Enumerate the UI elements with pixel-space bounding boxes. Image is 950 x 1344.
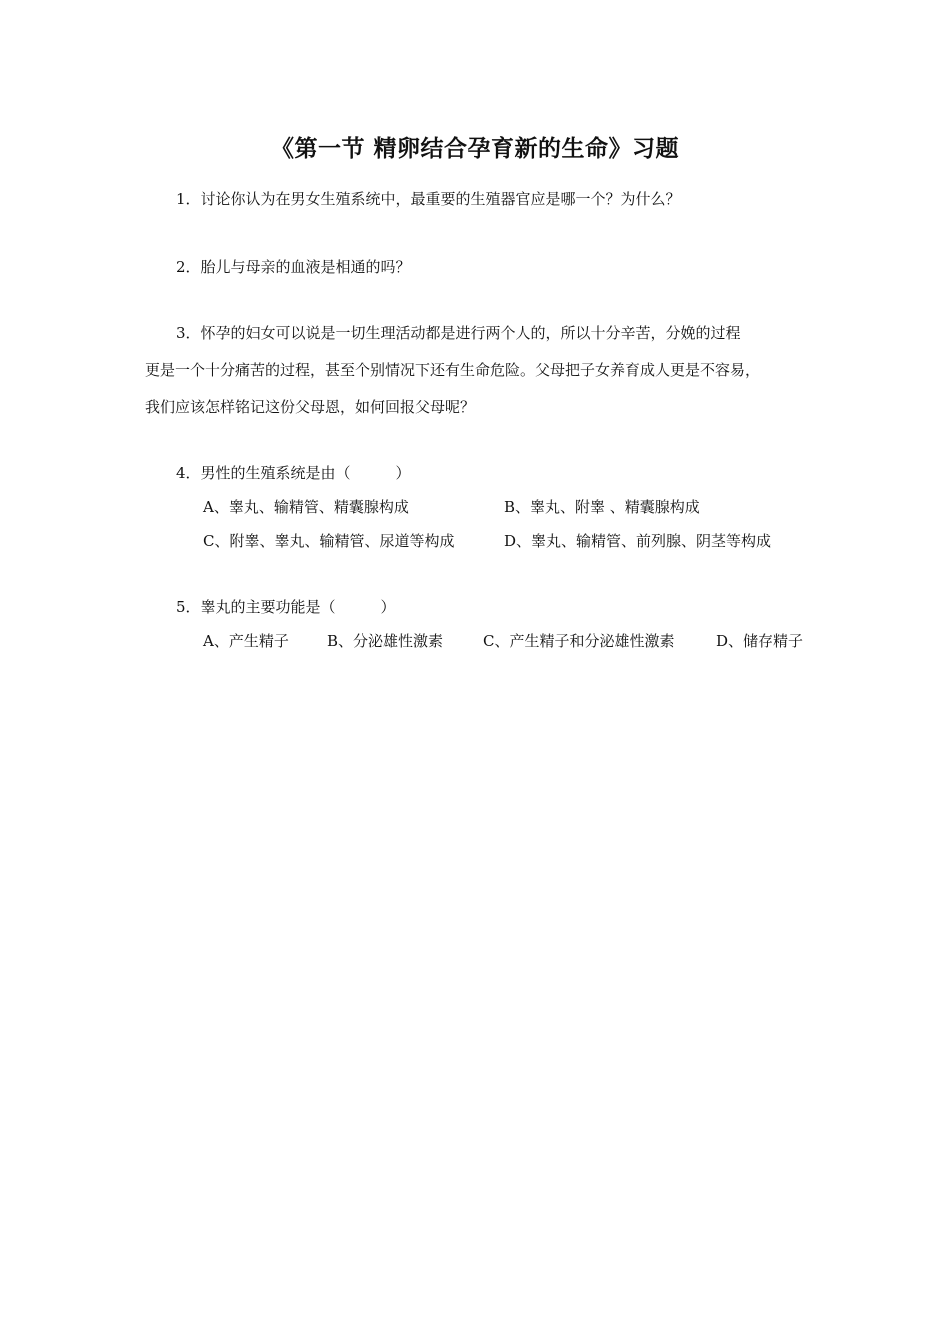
- question-5-option-b: B、分泌雄性激素: [327, 632, 444, 650]
- question-4-option-b: B、睾丸、附睾 、精囊腺构成: [504, 498, 700, 516]
- question-1: 1．讨论你认为在男女生殖系统中，最重要的生殖器官应是哪一个？为什么？: [176, 190, 681, 208]
- question-4-option-d: D、睾丸、输精管、前列腺、阴茎等构成: [504, 532, 772, 550]
- question-5-stem: 5．睾丸的主要功能是（ ）: [176, 598, 396, 616]
- page-title: 《第一节 精卵结合孕育新的生命》习题: [270, 136, 679, 162]
- question-2: 2．胎儿与母亲的血液是相通的吗？: [176, 258, 411, 276]
- question-5-option-c: C、产生精子和分泌雄性激素: [483, 632, 675, 650]
- question-3-line-1: 3．怀孕的妇女可以说是一切生理活动都是进行两个人的，所以十分辛苦，分娩的过程: [176, 324, 741, 342]
- question-5-option-d: D、储存精子: [716, 632, 804, 650]
- question-4-option-a: A、睾丸、输精管、精囊腺构成: [203, 498, 409, 516]
- question-3-line-3: 我们应该怎样铭记这份父母恩，如何回报父母呢？: [145, 398, 476, 416]
- question-4-option-c: C、附睾、睾丸、输精管、尿道等构成: [203, 532, 455, 550]
- question-3-line-2: 更是一个十分痛苦的过程，甚至个别情况下还有生命危险。父母把子女养育成人更是不容易，: [145, 361, 761, 379]
- question-4-stem: 4．男性的生殖系统是由（ ）: [176, 464, 411, 482]
- question-5-option-a: A、产生精子: [203, 632, 289, 650]
